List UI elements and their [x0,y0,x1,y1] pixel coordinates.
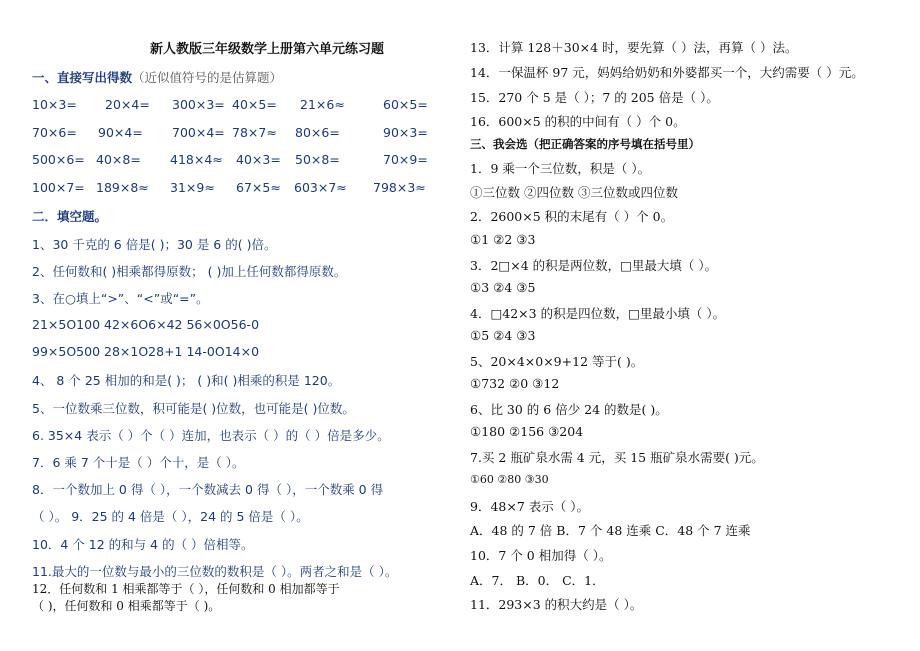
choice-question: 6、比 30 的 6 倍少 24 的数是( )。 [470,402,668,417]
calc-item: 300×3= [172,97,225,112]
choice-question: 3．2□×4 的积是两位数，□里最大填（ ）。 [470,258,718,273]
choice-question: 4．□42×3 的积是四位数，□里最小填（ ）。 [470,306,726,321]
choice-options: A．7． B．0． C．1． [470,573,605,588]
fill-question: 16．600×5 的积的中间有（ ）个 0。 [470,114,686,129]
calc-item: 60×5= [383,97,428,112]
fill-question: （ )，任何数和 0 相乘都等于（ )。 [32,599,221,613]
calc-item: 40×5= [232,97,277,112]
compare-row: 99×5O500 28×1O28+1 14-0O14×0 [32,344,260,359]
section-1-title: 一、直接写出得数 [32,70,133,85]
calc-item: 700×4= [172,125,225,140]
calc-item: 78×7≈ [232,125,277,140]
section-3-heading: 三、我会选（把正确答案的序号填在括号里） [470,137,700,151]
calc-item: 31×9≈ [170,180,215,195]
calc-item: 70×6= [32,125,77,140]
choice-question: 7.买 2 瓶矿泉水需 4 元，买 15 瓶矿泉水需要( )元。 [470,450,764,465]
choice-options: A．48 的 7 倍 B．7 个 48 连乘 C．48 个 7 连乘 [470,523,751,538]
calc-item: 50×8= [295,152,340,167]
fill-question: 10．4 个 12 的和与 4 的（ ）倍相等。 [32,537,254,552]
choice-options: ①1 ②2 ③3 [470,232,536,247]
fill-question: 2、任何数和( )相乘都得原数； ( )加上任何数都得原数。 [32,264,347,279]
choice-question: 11．293×3 的积大约是（ ）。 [470,597,643,612]
choice-options: ①732 ②0 ③12 [470,376,560,391]
compare-row: 21×5O100 42×6O6×42 56×0O56-0 [32,317,260,332]
calc-item: 10×3= [32,97,77,112]
choice-options: ①5 ②4 ③3 [470,328,536,343]
calc-item: 90×4= [98,125,143,140]
fill-question: 11.最大的一位数与最小的三位数的数积是（ ）。两者之和是（ ）。 [32,564,398,579]
fill-question: 14．一保温杯 97 元，妈妈给奶奶和外婆都买一个，大约需要（ ）元。 [470,65,864,80]
calc-item: 40×3= [236,152,281,167]
calc-item: 67×5≈ [236,180,281,195]
choice-options: ①180 ②156 ③204 [470,424,584,439]
fill-question: 1、30 千克的 6 倍是( )；30 是 6 的( )倍。 [32,237,277,252]
choice-options: ①三位数 ②四位数 ③三位数或四位数 [470,185,678,200]
choice-options: ①3 ②4 ③5 [470,280,536,295]
choice-question: 5、20×4×0×9+12 等于( )。 [470,354,644,369]
fill-question: 8．一个数加上 0 得（ ），一个数减去 0 得（ ），一个数乘 0 得 [32,482,384,497]
fill-question: （ ）。 9．25 的 4 倍是（ ），24 的 5 倍是（ ）。 [32,509,309,524]
calc-item: 21×6≈ [300,97,345,112]
fill-question: 4、 8 个 25 相加的和是( )； ( )和( )相乘的积是 120。 [32,373,341,388]
calc-item: 70×9= [383,152,428,167]
fill-question: 6. 35×4 表示（ ）个（ ）连加，也表示（ ）的（ ）倍是多少。 [32,428,390,443]
section-2-heading: 二．填空题。 [32,209,108,224]
choice-question: 2．2600×5 积的末尾有（ ）个 0。 [470,209,674,224]
section-1-note: （近似值符号的是估算题） [132,70,283,85]
calc-item: 500×6= [32,152,85,167]
fill-question: 3、在○填上“>”、“<”或“=”。 [32,291,209,306]
calc-item: 189×8≈ [96,180,149,195]
section-1-heading [32,68,282,86]
choice-question: 9．48×7 表示（ ）。 [470,499,589,514]
calc-item: 603×7≈ [294,180,347,195]
fill-question: 7．6 乘 7 个十是（ ）个十，是（ ）。 [32,455,245,470]
calc-item: 20×4= [105,97,150,112]
choice-options: ①60 ②80 ③30 [470,473,549,486]
fill-question: 13．计算 128＋30×4 时，要先算（ ）法，再算（ ）法。 [470,40,798,55]
choice-question: 10．7 个 0 相加得（ ）。 [470,548,612,563]
choice-question: 1．9 乘一个三位数，积是（ ）。 [470,161,651,176]
worksheet-title: 新人教版三年级数学上册第六单元练习题 [150,42,385,57]
calc-item: 798×3≈ [373,180,426,195]
fill-question: 5、一位数乘三位数，积可能是( )位数，也可能是( )位数。 [32,401,355,416]
calc-item: 100×7= [32,180,85,195]
calc-item: 40×8= [96,152,141,167]
calc-item: 418×4≈ [170,152,223,167]
calc-item: 90×3= [383,125,428,140]
calc-item: 80×6= [295,125,340,140]
fill-question: 15．270 个 5 是（ ）；7 的 205 倍是（ ）。 [470,90,719,105]
fill-question: 12．任何数和 1 相乘都等于（ ），任何数和 0 相加都等于 [32,582,340,596]
